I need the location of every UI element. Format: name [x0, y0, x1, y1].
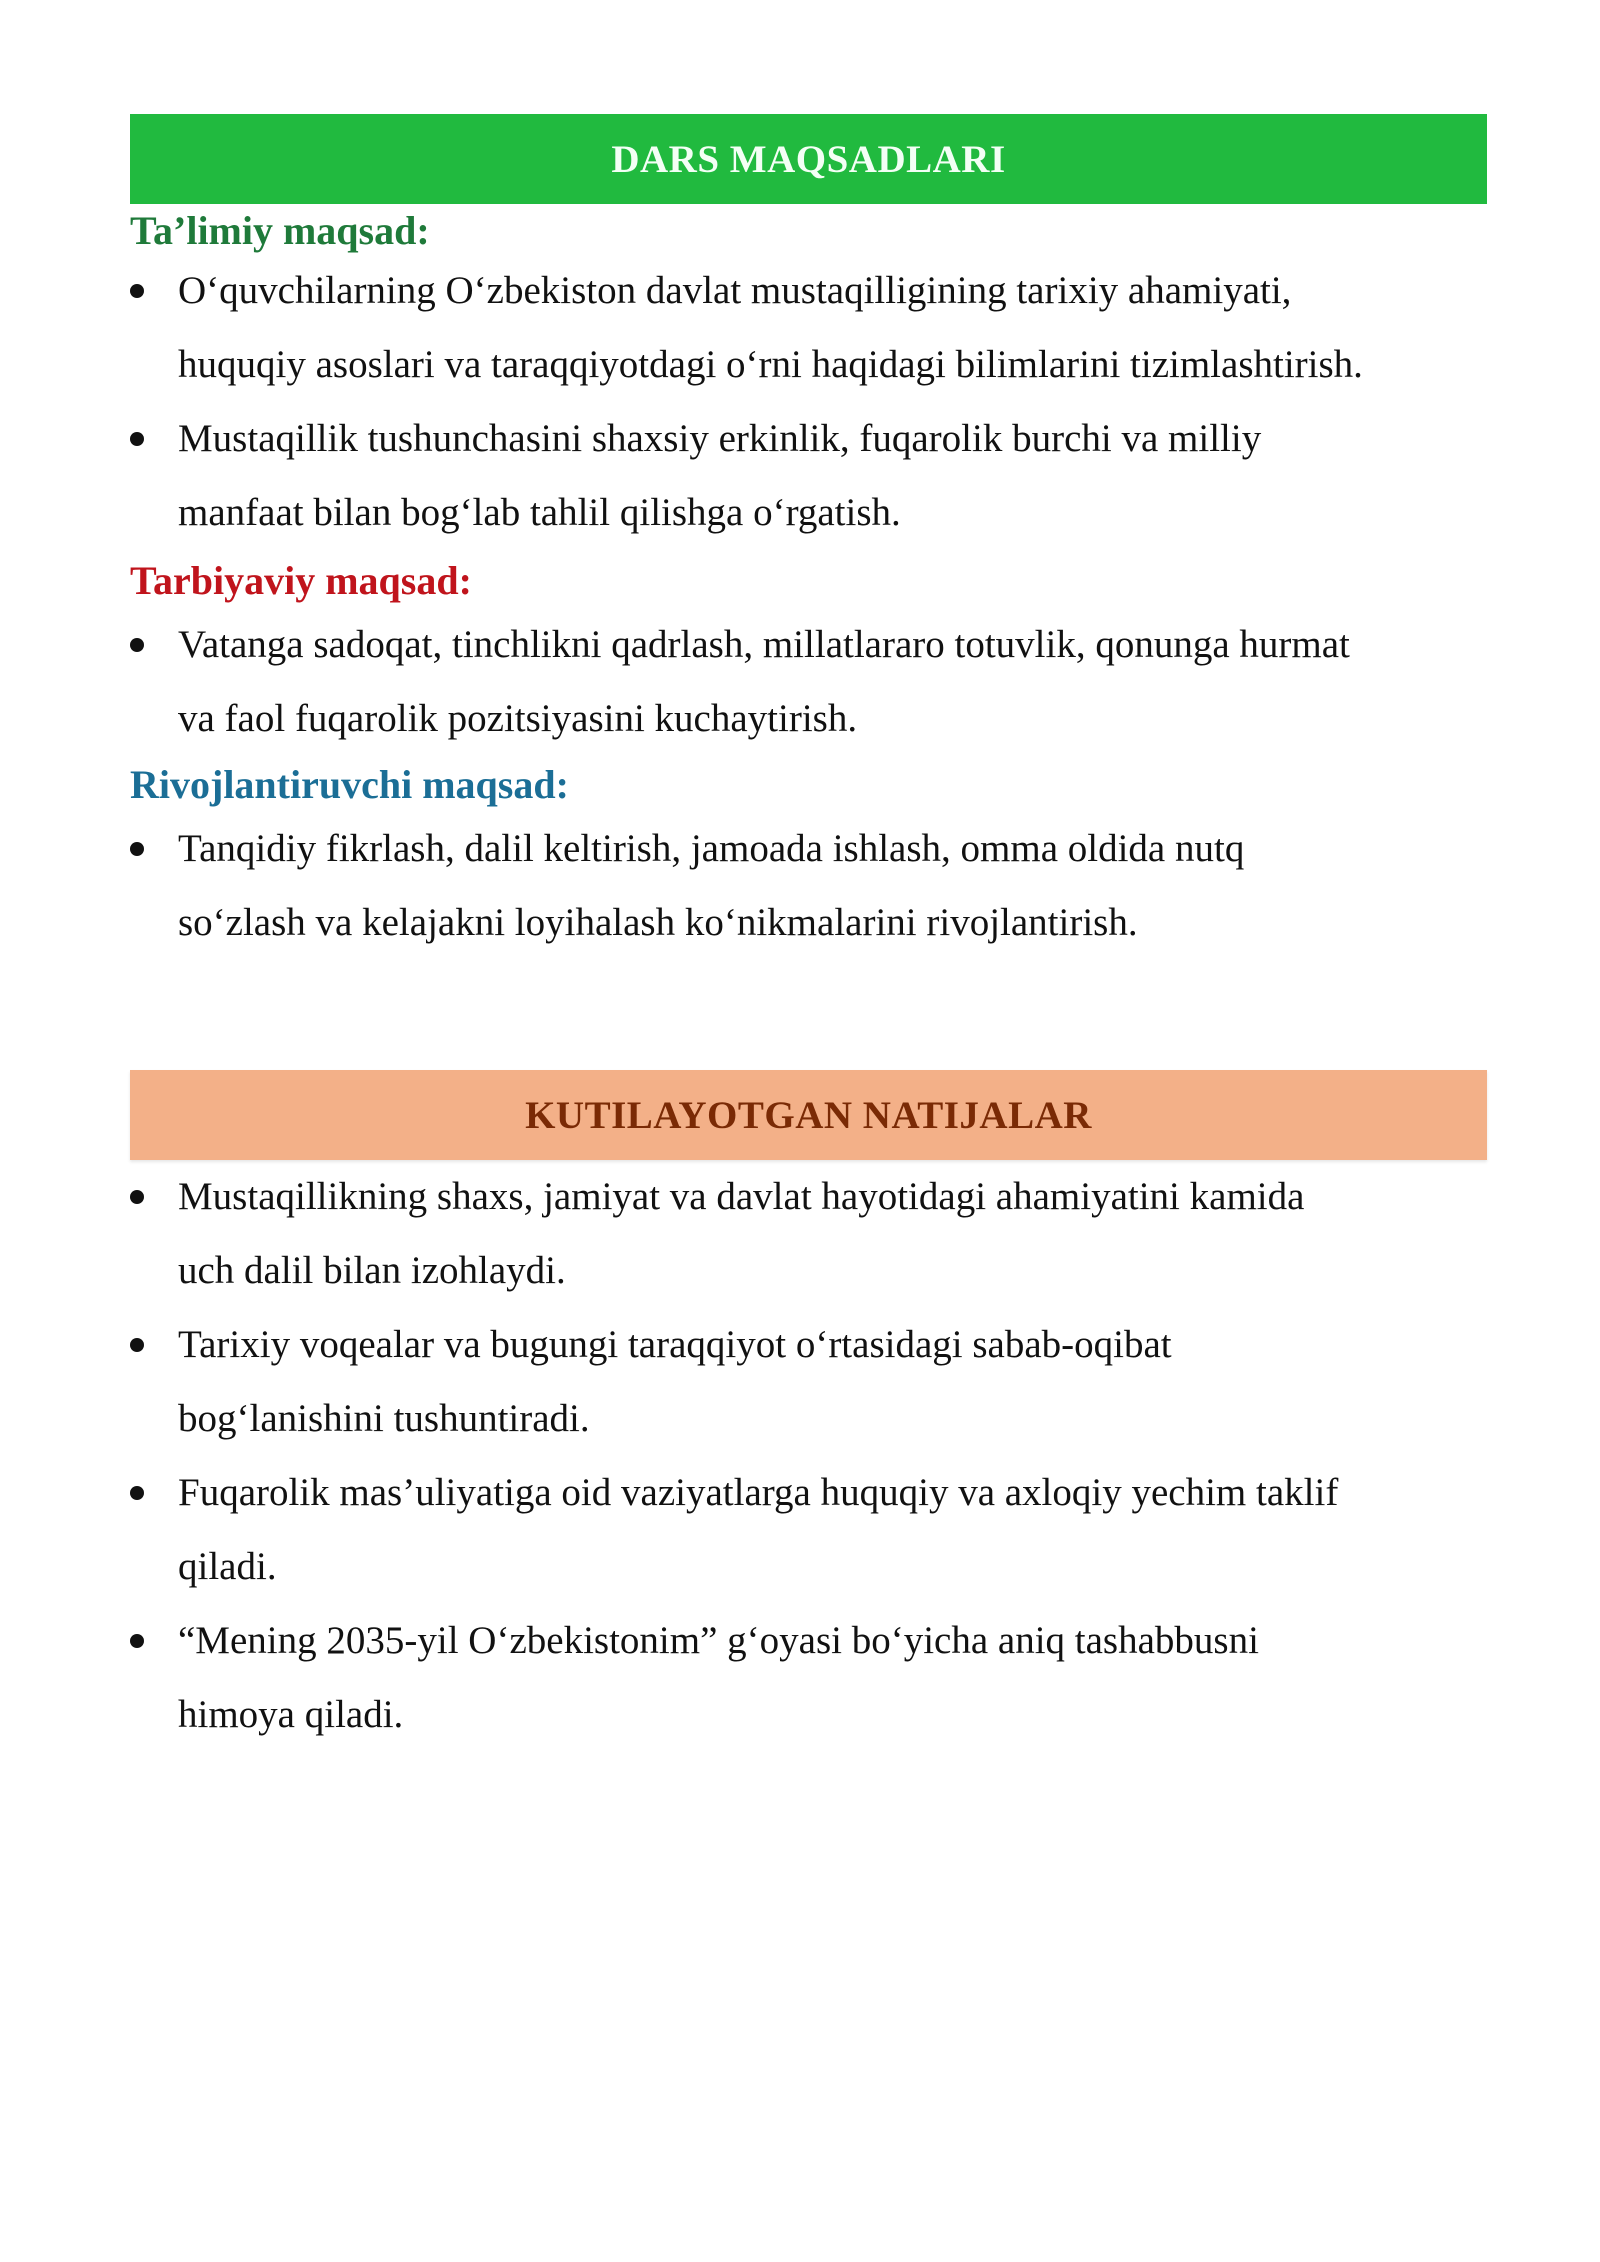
list-item: [130, 254, 1487, 402]
list-item-line: himoya qiladi.: [178, 1693, 404, 1736]
list-item-line: so‘zlash va kelajakni loyihalash ko‘nikmalarini rivojlantirish.: [178, 901, 1138, 944]
list-item: [130, 1604, 1487, 1752]
list-item-line: va faol fuqarolik pozitsiyasini kuchaytirish.: [178, 697, 858, 740]
list-item: [130, 1456, 1487, 1604]
list-item: [130, 812, 1487, 960]
bullet-icon: [130, 638, 144, 652]
list-item-line: O‘quvchilarning O‘zbekiston davlat mustaqilligining tarixiy ahamiyati,: [178, 269, 1292, 312]
educational-goal-list: [130, 254, 1487, 550]
developmental-goal-list: [130, 812, 1487, 960]
list-item-line: bog‘lanishini tushuntiradi.: [178, 1397, 590, 1440]
list-item-line: manfaat bilan bog‘lab tahlil qilishga o‘rgatish.: [178, 491, 901, 534]
expected-results-banner: [130, 1070, 1487, 1160]
expected-results-title: KUTILAYOTGAN NATIJALAR: [525, 1093, 1092, 1137]
bullet-icon: [130, 1486, 144, 1500]
list-item: [130, 1308, 1487, 1456]
bullet-icon: [130, 1190, 144, 1204]
list-item: [130, 608, 1487, 756]
list-item: [130, 1160, 1487, 1308]
lesson-goals-title: DARS MAQSADLARI: [611, 137, 1006, 181]
list-item-line: Tanqidiy fikrlash, dalil keltirish, jamoada ishlash, omma oldida nutq: [178, 827, 1245, 870]
list-item-line: uch dalil bilan izohlaydi.: [178, 1249, 566, 1292]
upbringing-goal-heading: Tarbiyaviy maqsad:: [130, 558, 472, 603]
list-item-line: qiladi.: [178, 1545, 277, 1588]
bullet-icon: [130, 432, 144, 446]
list-item-line: “Mening 2035-yil O‘zbekistonim” g‘oyasi bo‘yicha aniq tashabbusni: [178, 1619, 1259, 1662]
list-item-line: Mustaqillikning shaxs, jamiyat va davlat hayotidagi ahamiyatini kamida: [178, 1175, 1305, 1218]
expected-results-list: [130, 1160, 1487, 1752]
upbringing-goal-list: [130, 608, 1487, 756]
developmental-goal-heading: Rivojlantiruvchi maqsad:: [130, 762, 569, 807]
educational-goal-heading: Ta’limiy maqsad:: [130, 208, 430, 253]
list-item-line: Fuqarolik mas’uliyatiga oid vaziyatlarga huquqiy va axloqiy yechim taklif: [178, 1471, 1339, 1514]
list-item: [130, 402, 1487, 550]
list-item-line: huquqiy asoslari va taraqqiyotdagi o‘rni haqidagi bilimlarini tizimlashtirish.: [178, 343, 1363, 386]
document-page: [130, 114, 1487, 1752]
bullet-icon: [130, 1338, 144, 1352]
list-item-line: Tarixiy voqealar va bugungi taraqqiyot o‘rtasidagi sabab-oqibat: [178, 1323, 1172, 1366]
bullet-icon: [130, 284, 144, 298]
bullet-icon: [130, 1634, 144, 1648]
lesson-goals-banner: [130, 114, 1487, 204]
list-item-line: Mustaqillik tushunchasini shaxsiy erkinlik, fuqarolik burchi va milliy: [178, 417, 1262, 460]
bullet-icon: [130, 842, 144, 856]
list-item-line: Vatanga sadoqat, tinchlikni qadrlash, millatlararo totuvlik, qonunga hurmat: [178, 623, 1350, 666]
